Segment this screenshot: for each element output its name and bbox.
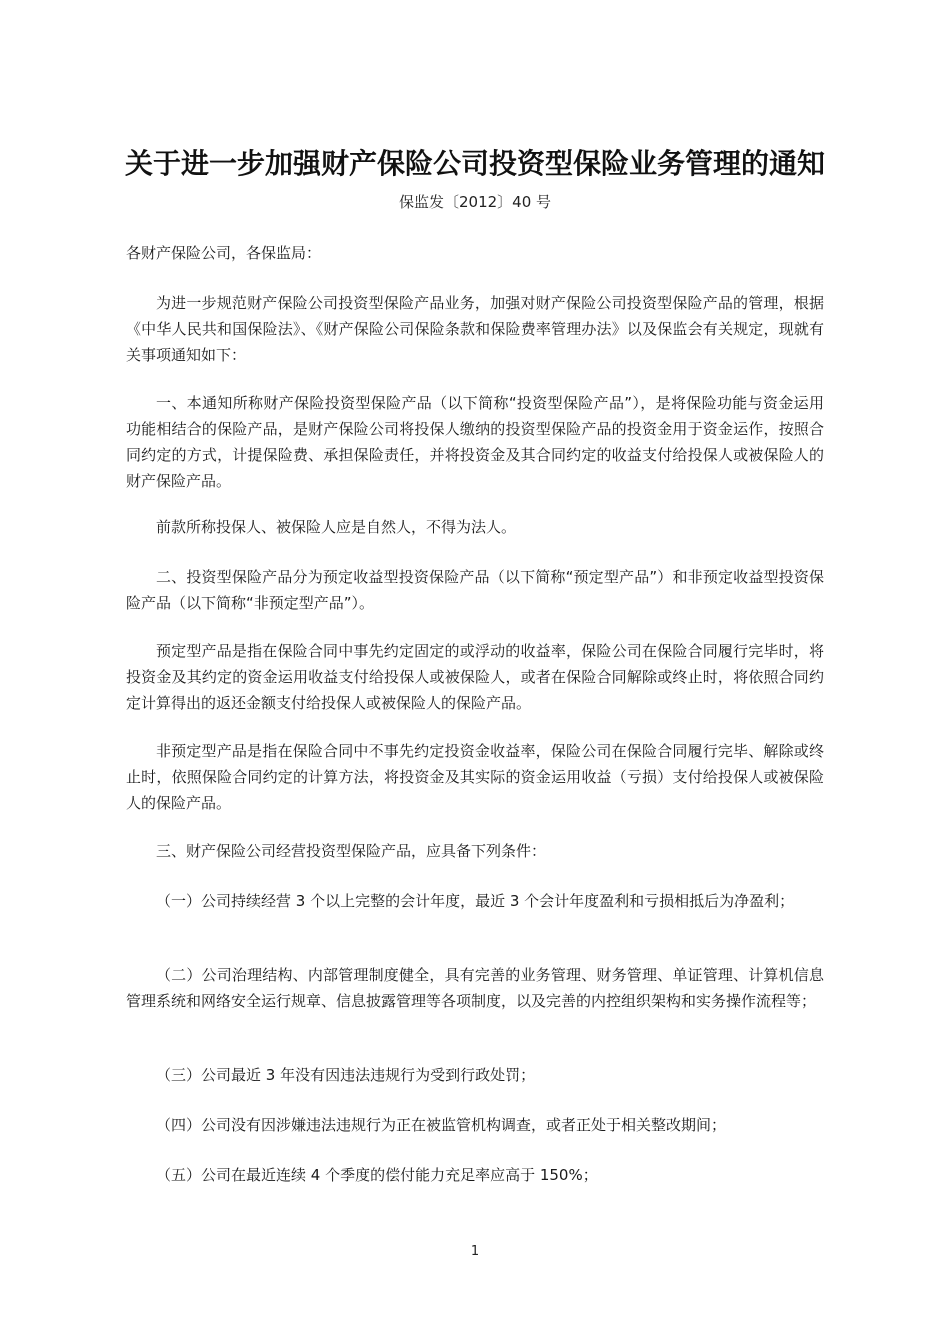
condition-1: （一）公司持续经营 3 个以上完整的会计年度，最近 3 个会计年度盈利和亏损相抵后为净盈利；	[156, 892, 795, 910]
paragraph-article-2: 二、投资型保险产品分为预定收益型投资保险产品（以下简称“预定型产品”）和非预定收益型投资保险产品（以下简称“非预定型产品”）。	[126, 568, 824, 612]
paragraph-article-3: 三、财产保险公司经营投资型保险产品，应具备下列条件：	[156, 842, 547, 860]
paragraph-predetermined: 预定型产品是指在保险合同中事先约定固定的或浮动的收益率，保险公司在保险合同履行完毕时，将投资金及其约定的资金运用收益支付给投保人或被保险人，或者在保险合同解除或终止时，将依照合同约定计算得出的返还金额支付给投保人或被保险人的保险产品。	[126, 642, 824, 712]
paragraph-intro: 为进一步规范财产保险公司投资型保险产品业务，加强对财产保险公司投资型保险产品的管理，根据《中华人民共和国保险法》、《财产保险公司保险条款和保险费率管理办法》以及保监会有关规定，现就有关事项通知如下：	[126, 294, 824, 364]
paragraph-non-predetermined: 非预定型产品是指在保险合同中不事先约定投资金收益率，保险公司在保险合同履行完毕、解除或终止时，依照保险合同约定的计算方法，将投资金及其实际的资金运用收益（亏损）支付给投保人或被保险人的保险产品。	[126, 742, 824, 812]
document-title: 关于进一步加强财产保险公司投资型保险业务管理的通知	[124, 147, 825, 180]
condition-3: （三）公司最近 3 年没有因违法违规行为受到行政处罚；	[156, 1066, 536, 1084]
salutation: 各财产保险公司，各保监局：	[126, 244, 322, 262]
document-number: 保监发〔2012〕40 号	[398, 193, 552, 211]
condition-5: （五）公司在最近连续 4 个季度的偿付能力充足率应高于 150%；	[156, 1166, 598, 1184]
condition-2: （二）公司治理结构、内部管理制度健全，具有完善的业务管理、财务管理、单证管理、计算机信息管理系统和网络安全运行规章、信息披露管理等各项制度，以及完善的内控组织架构和实务操作流程等；	[126, 966, 824, 1010]
paragraph-article-1-note: 前款所称投保人、被保险人应是自然人，不得为法人。	[156, 518, 517, 536]
condition-4: （四）公司没有因涉嫌违法违规行为正在被监管机构调查，或者正处于相关整改期间；	[156, 1116, 727, 1134]
paragraph-article-1: 一、本通知所称财产保险投资型保险产品（以下简称“投资型保险产品”），是将保险功能与资金运用功能相结合的保险产品，是财产保险公司将投保人缴纳的投资型保险产品的投资金用于资金运作，按照合同约定的方式，计提保险费、承担保险责任，并将投资金及其合同约定的收益支付给投保人或被保险人的财产保险产品。	[126, 394, 824, 490]
page-number: 1	[470, 1244, 480, 1259]
